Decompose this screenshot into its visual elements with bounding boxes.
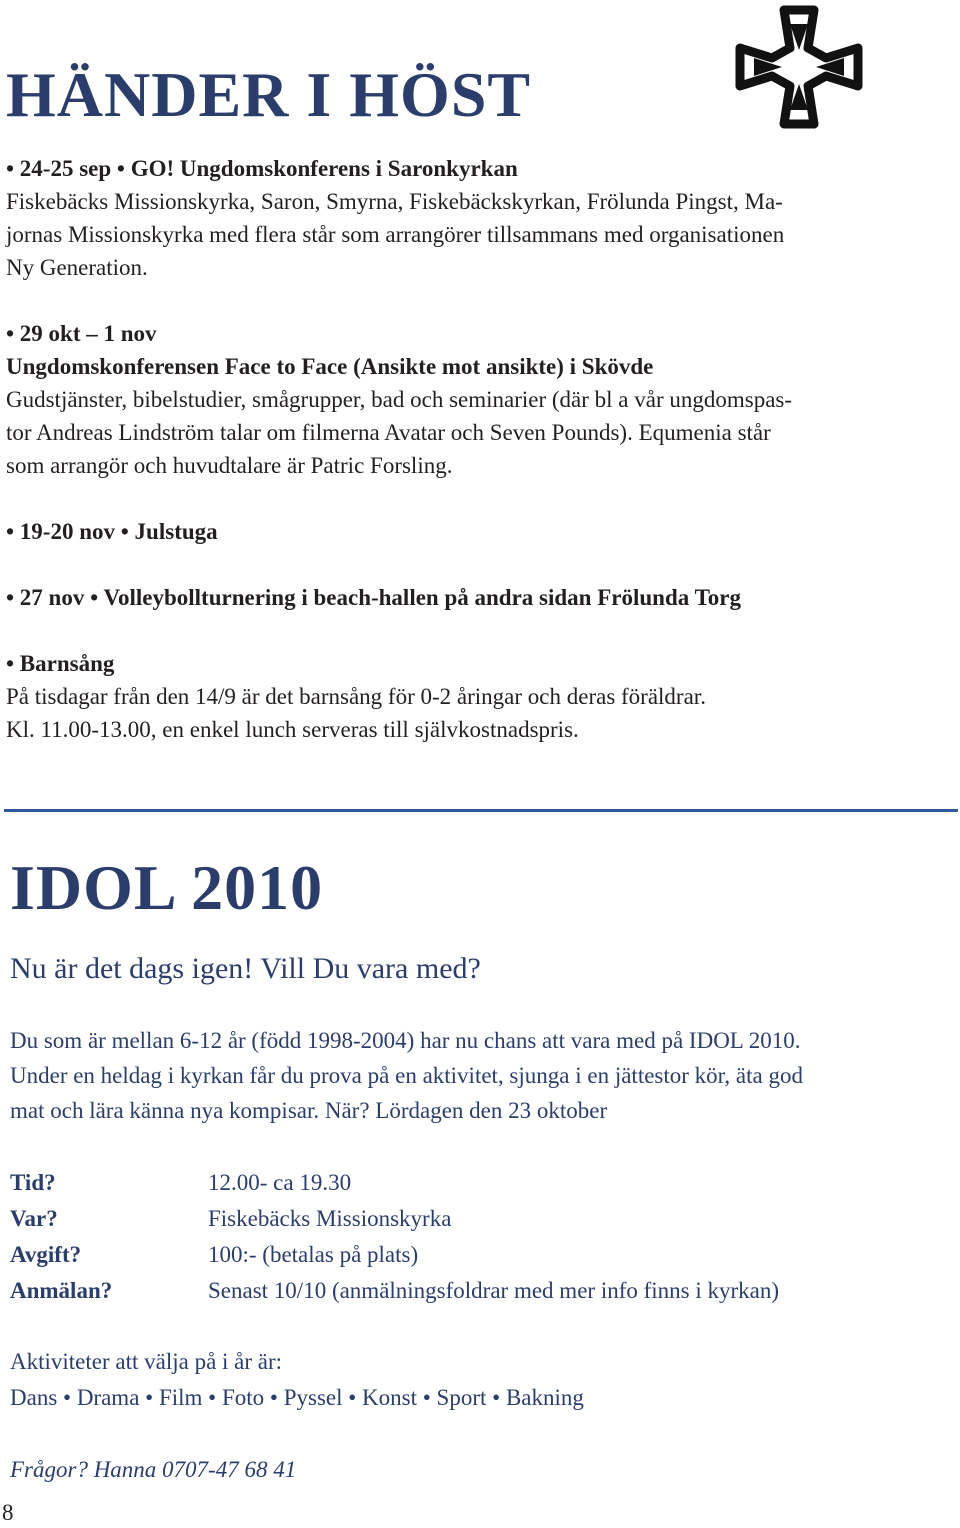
contact-line: Frågor? Hanna 0707-47 68 41 [10, 1457, 297, 1482]
idol-intro-line: mat och lära känna nya kompisar. När? Lördagen den 23 oktober [10, 1098, 608, 1123]
event-heading: • 19-20 nov • Julstuga [6, 519, 218, 544]
event-subheading: Ungdomskonferensen Face to Face (Ansikte mot ansikte) i Skövde [6, 354, 654, 379]
event-text: Fiskebäcks Missionskyrka, Saron, Smyrna, Fiskebäckskyrkan, Frölunda Pingst, Ma- [6, 189, 783, 214]
event-text: På tisdagar från den 14/9 är det barnsång för 0-2 åringar och deras föräldrar. [6, 684, 706, 709]
event-text: Ny Generation. [6, 255, 148, 280]
page-number: 8 [2, 1500, 14, 1525]
event-heading: • 27 nov • Volleybollturnering i beach-hallen på andra sidan Frölunda Torg [6, 585, 742, 610]
page-title: HÄNDER I HÖST [6, 59, 532, 130]
info-label: Avgift? [10, 1242, 82, 1267]
info-row-registration [10, 1274, 779, 1308]
event-heading: • Barnsång [6, 651, 115, 676]
info-row-place [10, 1202, 451, 1236]
info-label: Var? [10, 1206, 58, 1231]
info-value: 100:- (betalas på plats) [208, 1242, 419, 1267]
event-text: Gudstjänster, bibelstudier, smågrupper, bad och seminarier (där bl a vår ungdomspas- [6, 387, 793, 412]
info-value: 12.00- ca 19.30 [208, 1170, 352, 1195]
event-heading: • 29 okt – 1 nov [6, 321, 157, 346]
info-label: Anmälan? [10, 1278, 113, 1303]
activities-label: Aktiviteter att välja på i år är: [10, 1349, 283, 1374]
cross-logo-icon [732, 2, 866, 132]
event-text: Kl. 11.00-13.00, en enkel lunch serveras till självkostnadspris. [6, 717, 579, 742]
section-divider [4, 809, 958, 812]
info-value: Fiskebäcks Missionskyrka [208, 1206, 452, 1231]
activities-list: Dans • Drama • Film • Foto • Pyssel • Konst • Sport • Bakning [10, 1385, 584, 1410]
idol-subtitle: Nu är det dags igen! Vill Du vara med? [10, 952, 481, 985]
info-value: Senast 10/10 (anmälningsfoldrar med mer info finns i kyrkan) [208, 1278, 780, 1303]
event-text: som arrangör och huvudtalare är Patric Forsling. [6, 453, 453, 478]
event-text: jornas Missionskyrka med flera står som arrangörer tillsammans med organisationen [6, 222, 785, 247]
idol-intro-line: Under en heldag i kyrkan får du prova på en aktivitet, sjunga i en jättestor kör, äta god [10, 1063, 803, 1088]
event-text: tor Andreas Lindström talar om filmerna Avatar och Seven Pounds). Equmenia står [6, 420, 771, 445]
idol-title: IDOL 2010 [10, 852, 324, 923]
info-row-time [10, 1166, 351, 1200]
idol-intro-line: Du som är mellan 6-12 år (född 1998-2004) har nu chans att vara med på IDOL 2010. [10, 1028, 801, 1053]
event-heading: • 24-25 sep • GO! Ungdomskonferens i Saronkyrkan [6, 156, 518, 181]
info-label: Tid? [10, 1170, 56, 1195]
info-row-fee [10, 1238, 418, 1272]
